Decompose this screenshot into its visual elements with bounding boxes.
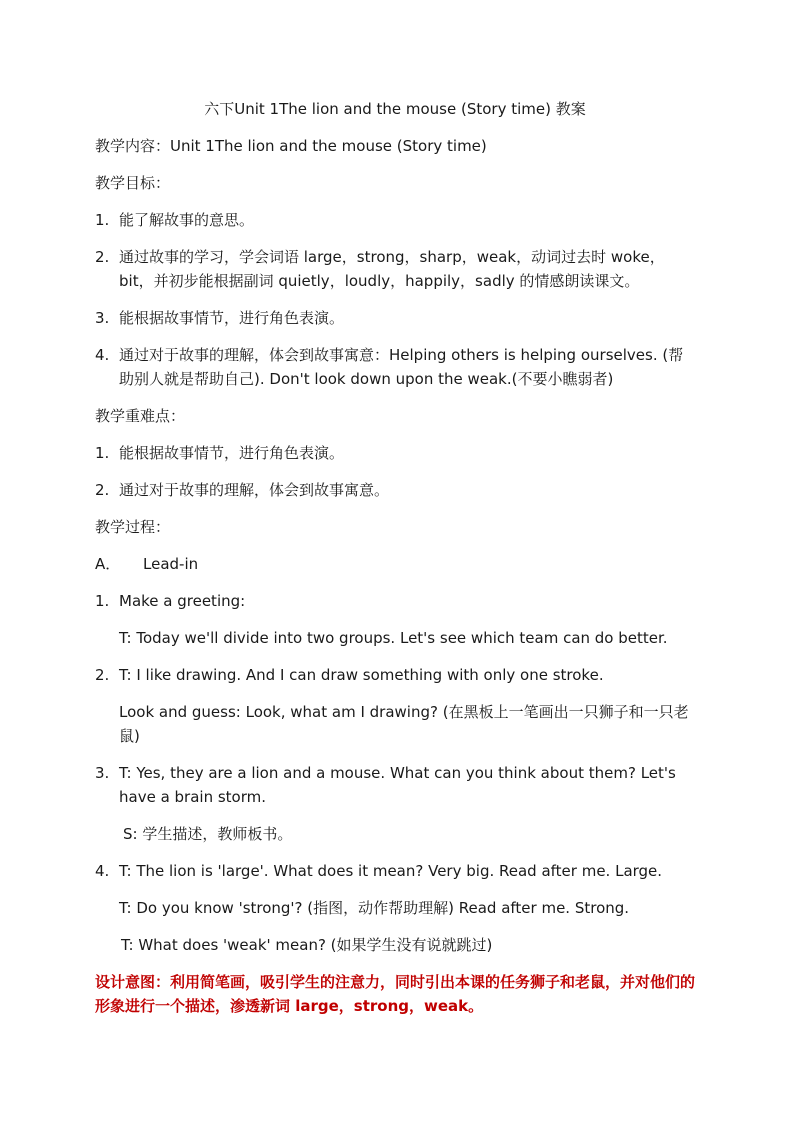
- item-text: 能根据故事情节，进行角色表演。: [119, 444, 345, 462]
- step-detail: Look and guess: Look, what am I drawing? (在黑板上一笔画出一只狮子和一只老鼠): [119, 703, 689, 745]
- item-number: 2.: [95, 248, 110, 266]
- process-heading: 教学过程：: [95, 518, 171, 536]
- item-text: 通过对于故事的理解，体会到故事寓意：Helping others is helping ourselves. (帮助别人就是帮助自己). Don't look down upon the weak.(不要小瞧弱者): [119, 346, 684, 388]
- step-detail: T: What does 'weak' mean? (如果学生没有说就跳过): [121, 936, 493, 954]
- step-number: 1.: [95, 592, 110, 610]
- page-title: 六下Unit 1The lion and the mouse (Story time) 教案: [204, 100, 586, 118]
- item-number: 4.: [95, 346, 110, 364]
- item-text: 通过对于故事的理解，体会到故事寓意。: [119, 481, 390, 499]
- process-step: [95, 589, 695, 613]
- objective-item: [95, 245, 695, 293]
- item-text: 通过故事的学习，学会词语 large，strong，sharp，weak，动词过去时 woke，bit，并初步能根据副词 quietly，loudly，happily，sadly 的情感朗读课文。: [119, 248, 665, 290]
- step-detail: S: 学生描述，教师板书。: [123, 825, 293, 843]
- section-title: Lead-in: [143, 555, 199, 573]
- item-text: 能了解故事的意思。: [119, 211, 255, 229]
- item-number: 3.: [95, 309, 110, 327]
- content-line: 教学内容：Unit 1The lion and the mouse (Story time): [95, 137, 487, 155]
- item-number: 1.: [95, 444, 110, 462]
- item-number: 2.: [95, 481, 110, 499]
- step-number: 4.: [95, 862, 110, 880]
- step-text: T: Yes, they are a lion and a mouse. What can you think about them? Let's have a brain storm.: [119, 764, 676, 806]
- step-text: Make a greeting:: [119, 592, 246, 610]
- key-point-item: [95, 441, 695, 465]
- step-text: T: The lion is 'large'. What does it mean? Very big. Read after me. Large.: [119, 862, 663, 880]
- process-step: [95, 663, 695, 687]
- process-step: [95, 859, 695, 883]
- objective-item: [95, 306, 695, 330]
- process-step: [95, 761, 695, 809]
- key-points-heading: 教学重难点：: [95, 407, 186, 425]
- objective-item: [95, 343, 695, 391]
- step-text: T: I like drawing. And I can draw something with only one stroke.: [119, 666, 604, 684]
- section-letter: A．: [95, 555, 121, 573]
- objectives-heading: 教学目标：: [95, 174, 171, 192]
- step-number: 3.: [95, 764, 110, 782]
- lesson-plan: [95, 97, 695, 1018]
- step-detail: T: Today we'll divide into two groups. Let's see which team can do better.: [119, 629, 668, 647]
- item-number: 1.: [95, 211, 110, 229]
- objective-item: [95, 208, 695, 232]
- design-intent: 设计意图：利用简笔画，吸引学生的注意力，同时引出本课的任务狮子和老鼠，并对他们的形象进行一个描述，渗透新词 large，strong，weak。: [95, 973, 696, 1015]
- step-number: 2.: [95, 666, 110, 684]
- item-text: 能根据故事情节，进行角色表演。: [119, 309, 345, 327]
- section-lead-in: [95, 552, 695, 576]
- step-detail: T: Do you know 'strong'? (指图，动作帮助理解) Read after me. Strong.: [119, 899, 630, 917]
- key-point-item: [95, 478, 695, 502]
